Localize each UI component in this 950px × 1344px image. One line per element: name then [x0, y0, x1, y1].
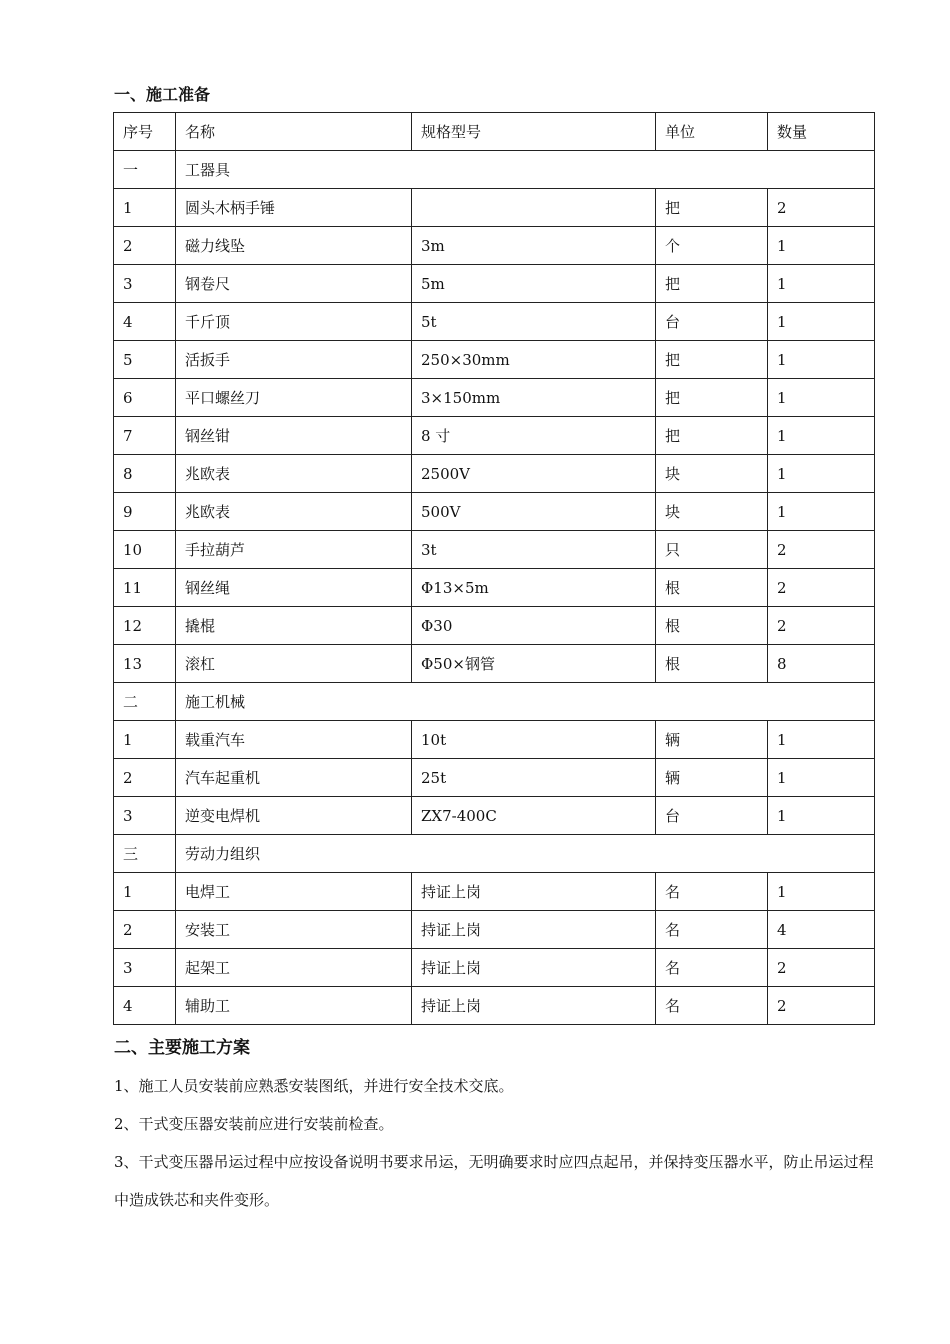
- section-1-title: 一、施工准备: [114, 85, 211, 104]
- group-number: 三: [114, 835, 176, 873]
- table-row: [114, 303, 875, 341]
- cell-name: 活扳手: [176, 341, 412, 379]
- cell-no: 10: [114, 531, 176, 569]
- cell-no: 2: [114, 227, 176, 265]
- cell-name: 兆欧表: [176, 455, 412, 493]
- cell-spec: 250×30mm: [412, 341, 656, 379]
- cell-qty: 2: [768, 569, 875, 607]
- cell-qty: 1: [768, 265, 875, 303]
- cell-qty: 2: [768, 607, 875, 645]
- cell-unit: 根: [656, 569, 768, 607]
- table-row: [114, 949, 875, 987]
- table-row: [114, 987, 875, 1025]
- group-number: 一: [114, 151, 176, 189]
- table-header-row: [114, 113, 875, 151]
- cell-qty: 2: [768, 949, 875, 987]
- cell-spec: 2500V: [412, 455, 656, 493]
- cell-unit: 名: [656, 949, 768, 987]
- table-row: [114, 227, 875, 265]
- table-group-row: [114, 151, 875, 189]
- cell-qty: 2: [768, 189, 875, 227]
- cell-qty: 1: [768, 455, 875, 493]
- cell-spec: 8 寸: [412, 417, 656, 455]
- cell-unit: 块: [656, 455, 768, 493]
- table-row: [114, 531, 875, 569]
- cell-no: 4: [114, 987, 176, 1025]
- cell-unit: 名: [656, 911, 768, 949]
- group-title: 劳动力组织: [176, 835, 875, 873]
- cell-name: 起架工: [176, 949, 412, 987]
- cell-unit: 台: [656, 303, 768, 341]
- table-row: [114, 911, 875, 949]
- cell-qty: 2: [768, 987, 875, 1025]
- cell-no: 12: [114, 607, 176, 645]
- group-title: 工器具: [176, 151, 875, 189]
- cell-name: 手拉葫芦: [176, 531, 412, 569]
- header-qty: 数量: [768, 113, 875, 151]
- header-unit: 单位: [656, 113, 768, 151]
- cell-unit: 把: [656, 189, 768, 227]
- cell-spec: Φ50×钢管: [412, 645, 656, 683]
- cell-qty: 1: [768, 873, 875, 911]
- cell-name: 电焊工: [176, 873, 412, 911]
- cell-spec: 3t: [412, 531, 656, 569]
- cell-name: 载重汽车: [176, 721, 412, 759]
- cell-name: 滚杠: [176, 645, 412, 683]
- cell-spec: 25t: [412, 759, 656, 797]
- cell-no: 9: [114, 493, 176, 531]
- cell-no: 11: [114, 569, 176, 607]
- cell-qty: 1: [768, 303, 875, 341]
- cell-name: 平口螺丝刀: [176, 379, 412, 417]
- cell-no: 13: [114, 645, 176, 683]
- cell-spec: [412, 189, 656, 227]
- cell-no: 7: [114, 417, 176, 455]
- table-row: [114, 607, 875, 645]
- table-row: [114, 341, 875, 379]
- cell-no: 6: [114, 379, 176, 417]
- cell-qty: 2: [768, 531, 875, 569]
- cell-qty: 1: [768, 417, 875, 455]
- cell-unit: 个: [656, 227, 768, 265]
- cell-unit: 只: [656, 531, 768, 569]
- table-row: [114, 417, 875, 455]
- cell-spec: 持证上岗: [412, 873, 656, 911]
- cell-unit: 根: [656, 607, 768, 645]
- cell-qty: 1: [768, 493, 875, 531]
- cell-name: 撬棍: [176, 607, 412, 645]
- table-row: [114, 189, 875, 227]
- cell-spec: 持证上岗: [412, 987, 656, 1025]
- equipment-table: [113, 112, 875, 1025]
- cell-no: 5: [114, 341, 176, 379]
- cell-unit: 台: [656, 797, 768, 835]
- cell-unit: 块: [656, 493, 768, 531]
- cell-unit: 名: [656, 987, 768, 1025]
- cell-spec: 10t: [412, 721, 656, 759]
- cell-qty: 1: [768, 797, 875, 835]
- header-no: 序号: [114, 113, 176, 151]
- table-row: [114, 265, 875, 303]
- cell-qty: 1: [768, 341, 875, 379]
- group-title: 施工机械: [176, 683, 875, 721]
- table-row: [114, 493, 875, 531]
- cell-name: 兆欧表: [176, 493, 412, 531]
- cell-spec: ZX7-400C: [412, 797, 656, 835]
- cell-spec: 5t: [412, 303, 656, 341]
- paragraph-3: 3、干式变压器吊运过程中应按设备说明书要求吊运，无明确要求时应四点起吊，并保持变压器水平，防止吊运过程中造成铁芯和夹件变形。: [114, 1153, 874, 1209]
- cell-unit: 根: [656, 645, 768, 683]
- table-row: [114, 759, 875, 797]
- cell-name: 汽车起重机: [176, 759, 412, 797]
- section-2-title: 二、主要施工方案: [114, 1038, 250, 1058]
- cell-no: 2: [114, 759, 176, 797]
- cell-unit: 辆: [656, 721, 768, 759]
- cell-name: 辅助工: [176, 987, 412, 1025]
- cell-spec: 3m: [412, 227, 656, 265]
- cell-no: 1: [114, 873, 176, 911]
- cell-name: 钢丝钳: [176, 417, 412, 455]
- cell-qty: 4: [768, 911, 875, 949]
- cell-name: 磁力线坠: [176, 227, 412, 265]
- table-row: [114, 379, 875, 417]
- group-number: 二: [114, 683, 176, 721]
- cell-spec: Φ13×5m: [412, 569, 656, 607]
- cell-unit: 把: [656, 417, 768, 455]
- cell-spec: 持证上岗: [412, 911, 656, 949]
- table-row: [114, 645, 875, 683]
- table-row: [114, 569, 875, 607]
- table-row: [114, 797, 875, 835]
- cell-unit: 把: [656, 265, 768, 303]
- cell-no: 3: [114, 949, 176, 987]
- cell-no: 4: [114, 303, 176, 341]
- header-name: 名称: [176, 113, 412, 151]
- cell-spec: 5m: [412, 265, 656, 303]
- cell-no: 3: [114, 265, 176, 303]
- header-spec: 规格型号: [412, 113, 656, 151]
- cell-spec: Φ30: [412, 607, 656, 645]
- cell-no: 1: [114, 189, 176, 227]
- cell-qty: 1: [768, 227, 875, 265]
- cell-name: 钢丝绳: [176, 569, 412, 607]
- cell-name: 千斤顶: [176, 303, 412, 341]
- cell-qty: 1: [768, 721, 875, 759]
- cell-spec: 持证上岗: [412, 949, 656, 987]
- cell-no: 1: [114, 721, 176, 759]
- paragraph-1: 1、施工人员安装前应熟悉安装图纸，并进行安全技术交底。: [114, 1077, 514, 1095]
- table-group-row: [114, 683, 875, 721]
- table-group-row: [114, 835, 875, 873]
- cell-unit: 名: [656, 873, 768, 911]
- cell-qty: 1: [768, 379, 875, 417]
- cell-name: 安装工: [176, 911, 412, 949]
- cell-qty: 1: [768, 759, 875, 797]
- cell-spec: 500V: [412, 493, 656, 531]
- cell-no: 8: [114, 455, 176, 493]
- cell-unit: 把: [656, 341, 768, 379]
- cell-spec: 3×150mm: [412, 379, 656, 417]
- table-row: [114, 721, 875, 759]
- cell-unit: 把: [656, 379, 768, 417]
- cell-qty: 8: [768, 645, 875, 683]
- cell-name: 逆变电焊机: [176, 797, 412, 835]
- table-body: [114, 151, 875, 1025]
- cell-no: 2: [114, 911, 176, 949]
- cell-unit: 辆: [656, 759, 768, 797]
- table-row: [114, 455, 875, 493]
- paragraph-2: 2、干式变压器安装前应进行安装前检查。: [114, 1115, 394, 1133]
- table-row: [114, 873, 875, 911]
- cell-name: 圆头木柄手锤: [176, 189, 412, 227]
- cell-no: 3: [114, 797, 176, 835]
- cell-name: 钢卷尺: [176, 265, 412, 303]
